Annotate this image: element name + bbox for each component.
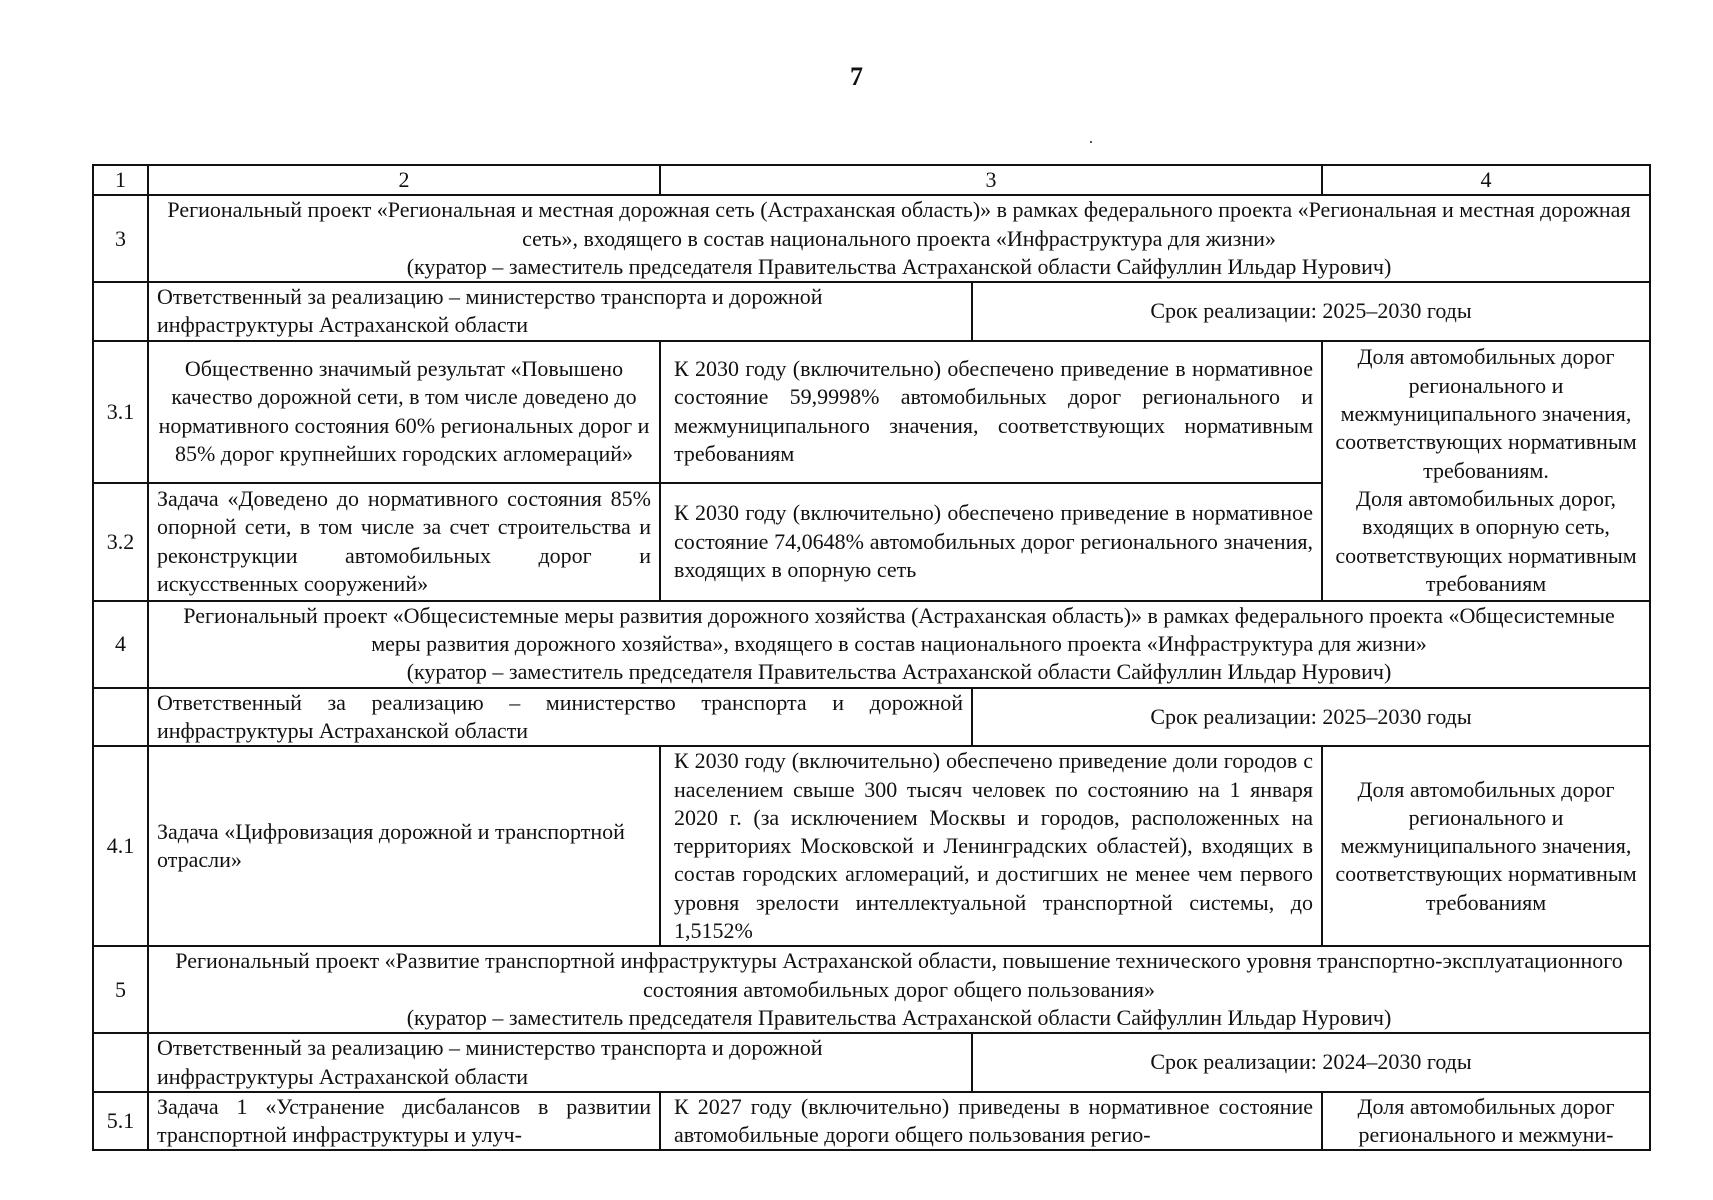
responsible-cell: Ответственный за реализацию – министерство транспорта и дорожной инфраструктуры Астраханской области [148,688,972,747]
project-title-cell [148,946,1650,1033]
responsible-row-3 [93,282,1650,341]
task-cell: Задача 1 «Устранение дисбалансов в развитии транспортной инфраструктуры и улуч- [148,1092,660,1151]
indicator-cell [1322,341,1650,601]
column-number-4: 4 [1322,165,1650,195]
row-number-empty [93,1033,148,1092]
term-cell: Срок реализации: 2025–2030 годы [972,282,1650,341]
column-number-row [93,165,1650,195]
project-curator: (куратор – заместитель председателя Правительства Астраханской области Сайфуллин Ильдар Нурович) [406,659,1392,685]
project-row-5 [93,946,1650,1033]
row-number: 3 [93,195,148,282]
outcome-cell: К 2030 году (включительно) обеспечено приведение в нормативное состояние 59,9998% автомобильных дорог регионального и межмуниципального значения, соответствующих нормативным требованиям [660,341,1322,483]
task-row-5-1 [93,1092,1650,1151]
project-curator: (куратор – заместитель председателя Правительства Астраханской области Сайфуллин Ильдар Нурович) [406,253,1392,279]
project-title-cell [148,195,1650,282]
row-number-empty [93,688,148,747]
row-number-empty [93,282,148,341]
responsible-cell: Ответственный за реализацию – министерство транспорта и дорожной инфраструктуры Астраханской области [148,282,972,341]
task-row-3-1 [93,341,1650,483]
project-row-3 [93,195,1650,282]
row-number: 5.1 [93,1092,148,1151]
scan-speck [1090,141,1092,143]
indicator-a: Доля автомобильных дорог регионального и межмуниципального значения, соответствующих нормативным требованиям. [1335,344,1637,483]
program-table [92,164,1651,1151]
project-title-cell [148,601,1650,688]
row-number: 3.1 [93,341,148,483]
column-number-3: 3 [660,165,1322,195]
column-number-2: 2 [148,165,660,195]
task-cell: Задача «Цифровизация дорожной и транспортной отрасли» [148,746,660,946]
project-title: Региональный проект «Общесистемные меры развития дорожного хозяйства (Астраханская область)» в рамках федерального проекта «Общесистемные меры развития дорожного хозяйства», входящего в состав национального проекта «Инфраструктура для жизни» [183,602,1615,657]
responsible-row-4 [93,688,1650,747]
column-number-1: 1 [93,165,148,195]
row-number: 5 [93,946,148,1033]
responsible-row-5 [93,1033,1650,1092]
project-title: Региональный проект «Развитие транспортной инфраструктуры Астраханской области, повышение технического уровня транспортно-эксплуатационного состояния автомобильных дорог общего пользования» [175,948,1623,1002]
indicator-cell: Доля автомобильных дорог регионального и межмуни- [1322,1092,1650,1151]
outcome-cell: К 2027 году (включительно) приведены в нормативное состояние автомобильные дороги общего пользования регио- [660,1092,1322,1151]
task-cell: Задача «Доведено до нормативного состояния 85% опорной сети, в том числе за счет строительства и реконструкции автомобильных дорог и искусственных сооружений» [148,483,660,601]
project-curator: (куратор – заместитель председателя Правительства Астраханской области Сайфуллин Ильдар Нурович) [406,1004,1392,1030]
row-number: 4.1 [93,746,148,946]
row-number: 3.2 [93,483,148,601]
responsible-cell: Ответственный за реализацию – министерство транспорта и дорожной инфраструктуры Астраханской области [148,1033,972,1092]
row-number: 4 [93,601,148,688]
indicator-b: Доля автомобильных дорог, входящих в опорную сеть, соответствующих нормативным требованиям [1335,485,1637,596]
term-cell: Срок реализации: 2024–2030 годы [972,1033,1650,1092]
indicator-cell: Доля автомобильных дорог регионального и межмуниципального значения, соответствующих нормативным требованиям [1322,746,1650,946]
project-title: Региональный проект «Региональная и местная дорожная сеть (Астраханская область)» в рамках федерального проекта «Региональная и местная дорожная сеть», входящего в состав национального проекта «Инфраструктура для жизни» [167,197,1631,251]
outcome-cell: К 2030 году (включительно) обеспечено приведение доли городов с населением свыше 300 тысяч человек по состоянию на 1 января 2020 г. (за исключением Москвы и городов, расположенных на территориях Московской и Ленинградских областей), входящих в состав городских агломераций, и достигших не менее чем первого уровня зрелости интеллектуальной транспортной системы, до 1,5152% [660,746,1322,946]
result-cell: Общественно значимый результат «Повышено качество дорожной сети, в том числе доведено до нормативного состояния 60% региональных дорог и 85% дорог крупнейших городских агломераций» [148,341,660,483]
page-number: 7 [850,62,863,91]
task-row-4-1 [93,746,1650,946]
term-cell: Срок реализации: 2025–2030 годы [972,688,1650,747]
project-row-4 [93,601,1650,688]
outcome-cell: К 2030 году (включительно) обеспечено приведение в нормативное состояние 74,0648% автомобильных дорог регионального значения, входящих в опорную сеть [660,483,1322,601]
